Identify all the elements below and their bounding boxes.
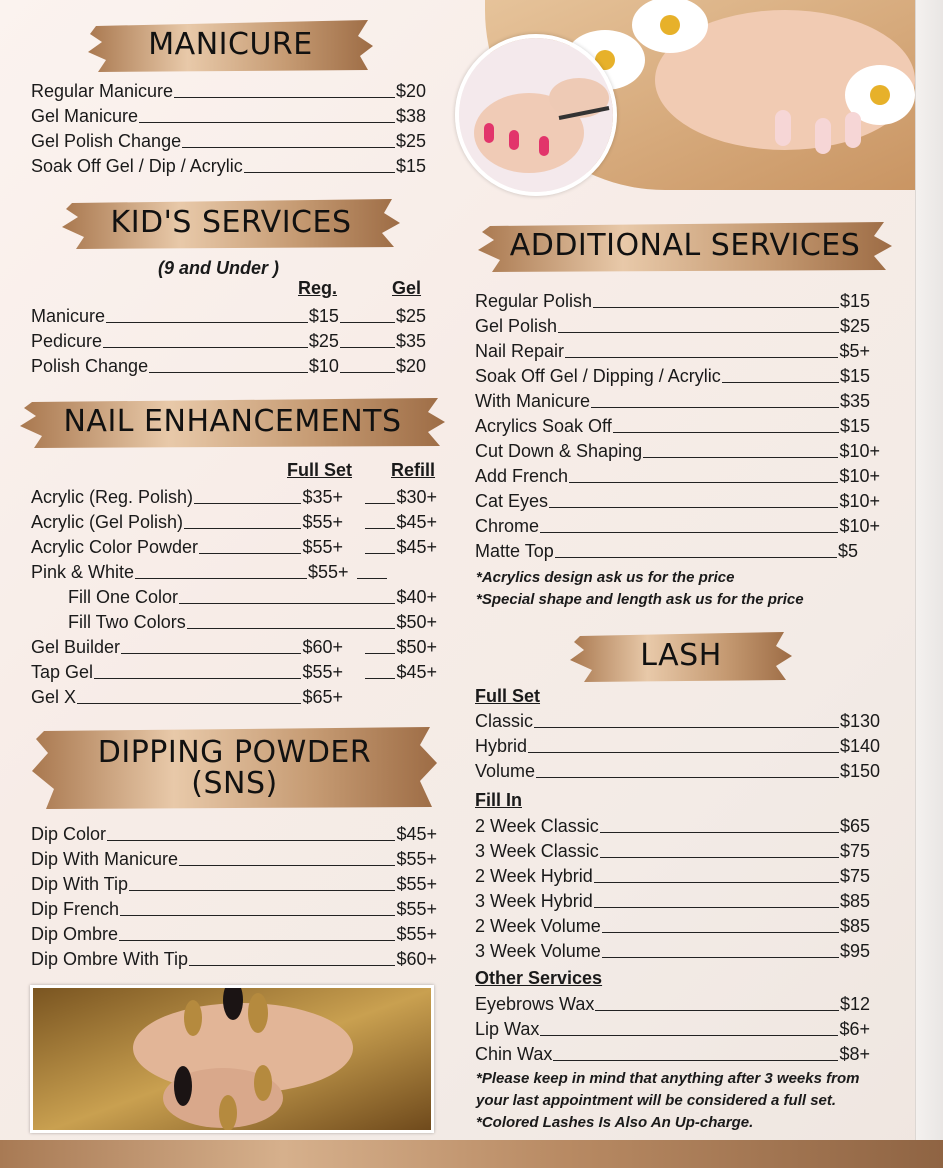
menu-row	[475, 390, 870, 412]
item-name: Hybrid	[475, 736, 528, 756]
item-name: Manicure	[31, 306, 106, 326]
item-price: $130	[839, 711, 880, 731]
item-price-gel: $25	[395, 306, 426, 326]
item-name: Regular Manicure	[31, 81, 174, 101]
menu-row	[31, 873, 437, 895]
enh-col-refill: Refill	[391, 460, 436, 480]
item-price: $20	[395, 81, 426, 101]
item-price: $6+	[839, 1019, 870, 1039]
item-name: Chin Wax	[475, 1044, 553, 1064]
item-name: Tap Gel	[31, 662, 94, 682]
item-price: $75	[839, 841, 870, 861]
item-price-refill: $30+	[396, 487, 437, 507]
item-price: $60+	[396, 949, 437, 969]
item-name: Add French	[475, 466, 569, 486]
item-price: $55+	[396, 899, 437, 919]
item-price: $35	[839, 391, 870, 411]
menu-row	[31, 536, 437, 558]
item-name: Acrylic Color Powder	[31, 537, 199, 557]
menu-row	[31, 923, 437, 945]
item-name: 3 Week Hybrid	[475, 891, 593, 911]
menu-row	[31, 661, 437, 683]
item-name: Regular Polish	[475, 291, 593, 311]
item-name: Gel X	[31, 687, 77, 707]
menu-row	[475, 290, 870, 312]
item-price: $95	[839, 941, 870, 961]
menu-row	[31, 848, 437, 870]
item-price-reg: $25	[308, 331, 339, 351]
item-name: Dip Color	[31, 824, 107, 844]
item-price-full: $65+	[302, 687, 343, 707]
dipping-banner	[32, 723, 437, 813]
item-price: $25	[839, 316, 870, 336]
item-price: $25	[395, 131, 426, 151]
item-name: Polish Change	[31, 356, 149, 376]
menu-row	[475, 490, 880, 512]
item-price-reg: $10	[308, 356, 339, 376]
dipping-title-line2: (SNS)	[191, 766, 278, 801]
item-price-full: $55+	[308, 562, 349, 582]
dipping-title-line1: DIPPING POWDER	[97, 734, 372, 770]
item-price-full: $55+	[302, 537, 343, 557]
menu-row	[31, 305, 426, 327]
enhancements-title: NAIL ENHANCEMENTS	[63, 404, 402, 440]
item-price: $15	[839, 416, 870, 436]
item-price: $140	[839, 736, 880, 756]
enh-col-fullset: Full Set	[287, 460, 353, 480]
item-name: Volume	[475, 761, 536, 781]
item-price-refill: $45+	[396, 662, 437, 682]
menu-row	[31, 898, 437, 920]
item-name: Cat Eyes	[475, 491, 549, 511]
lash-title: LASH	[640, 638, 722, 674]
menu-row	[475, 890, 870, 912]
menu-row	[475, 415, 870, 437]
item-price-reg: $15	[308, 306, 339, 326]
item-price: $15	[395, 156, 426, 176]
item-name: Pink & White	[31, 562, 135, 582]
item-name: Dip With Manicure	[31, 849, 179, 869]
item-name: Gel Manicure	[31, 106, 139, 126]
item-price: $10+	[839, 491, 880, 511]
menu-row	[475, 515, 880, 537]
item-price: $10+	[839, 516, 880, 536]
menu-row	[31, 330, 426, 352]
lash-other-label: Other Services	[475, 968, 603, 988]
polish-application-photo	[455, 34, 617, 196]
kids-col-gel: Gel	[392, 278, 422, 298]
item-price: $8+	[839, 1044, 870, 1064]
menu-row	[31, 561, 388, 583]
enhancements-banner	[20, 394, 445, 450]
item-price-full: $35+	[302, 487, 343, 507]
item-price-refill: $45+	[396, 512, 437, 532]
menu-row	[31, 130, 426, 152]
manicure-title: MANICURE	[148, 27, 313, 63]
additional-note-1: *Acrylics design ask us for the price	[476, 569, 735, 586]
item-price-full: $60+	[302, 637, 343, 657]
item-name: Pedicure	[31, 331, 103, 351]
menu-row	[475, 540, 858, 562]
menu-row	[31, 155, 426, 177]
menu-row	[475, 915, 870, 937]
item-price: $55+	[396, 849, 437, 869]
item-name: With Manicure	[475, 391, 591, 411]
menu-row	[475, 1018, 870, 1040]
item-price: $85	[839, 916, 870, 936]
item-name: Nail Repair	[475, 341, 565, 361]
item-price-refill: $50+	[396, 637, 437, 657]
menu-row	[475, 1043, 870, 1065]
menu-row	[475, 840, 870, 862]
item-price: $15	[839, 366, 870, 386]
lash-note-1: *Please keep in mind that anything after 3 weeks from	[476, 1070, 860, 1087]
item-price: $5+	[839, 341, 870, 361]
item-price-full: $55+	[302, 662, 343, 682]
item-name: Dip Ombre	[31, 924, 119, 944]
item-name: 2 Week Hybrid	[475, 866, 593, 886]
item-name: Gel Polish	[475, 316, 558, 336]
menu-row	[31, 80, 426, 102]
item-name: Acrylic (Gel Polish)	[31, 512, 184, 532]
menu-row	[475, 760, 880, 782]
lash-fillin-label: Fill In	[475, 790, 522, 810]
item-price-full: $55+	[302, 512, 343, 532]
item-price: $150	[839, 761, 880, 781]
item-name: Acrylic (Reg. Polish)	[31, 487, 194, 507]
menu-row	[31, 823, 437, 845]
menu-row	[475, 735, 880, 757]
menu-row	[31, 486, 437, 508]
item-price: $65	[839, 816, 870, 836]
item-name: Lip Wax	[475, 1019, 540, 1039]
item-name: Dip With Tip	[31, 874, 129, 894]
item-name: 3 Week Classic	[475, 841, 599, 861]
lash-note-2: your last appointment will be considered a full set.	[476, 1092, 837, 1109]
menu-row	[31, 511, 437, 533]
bottom-decor-bar	[0, 1140, 943, 1168]
item-name: Acrylics Soak Off	[475, 416, 612, 436]
menu-row	[475, 465, 880, 487]
item-price: $12	[839, 994, 870, 1014]
item-name: Fill Two Colors	[68, 612, 186, 632]
additional-title: ADDITIONAL SERVICES	[509, 228, 861, 264]
gold-nails-photo	[30, 985, 434, 1133]
menu-row	[31, 636, 437, 658]
kids-subtitle: (9 and Under )	[158, 258, 280, 278]
item-price-gel: $35	[395, 331, 426, 351]
scrollbar-track[interactable]	[915, 0, 943, 1140]
menu-row	[475, 710, 880, 732]
lash-banner	[570, 628, 792, 684]
item-price-gel: $20	[395, 356, 426, 376]
menu-row	[475, 993, 870, 1015]
item-name: 2 Week Volume	[475, 916, 601, 936]
menu-row	[475, 440, 880, 462]
item-name: Dip French	[31, 899, 120, 919]
additional-banner	[478, 218, 892, 274]
menu-row	[31, 686, 343, 708]
menu-row	[475, 865, 870, 887]
item-price: $85	[839, 891, 870, 911]
item-name: Matte Top	[475, 541, 554, 561]
item-price-refill: $45+	[396, 537, 437, 557]
item-name: Classic	[475, 711, 534, 731]
item-name: Soak Off Gel / Dipping / Acrylic	[475, 366, 721, 386]
item-price: $75	[839, 866, 870, 886]
additional-note-2: *Special shape and length ask us for the price	[476, 591, 804, 608]
item-price-refill: $50+	[396, 612, 437, 632]
item-price: $10+	[839, 466, 880, 486]
item-price: $45+	[396, 824, 437, 844]
item-price: $55+	[396, 874, 437, 894]
item-price: $55+	[396, 924, 437, 944]
item-name: 3 Week Volume	[475, 941, 601, 961]
item-name: Chrome	[475, 516, 540, 536]
item-price-refill: $40+	[396, 587, 437, 607]
item-name: Fill One Color	[68, 587, 179, 607]
menu-row	[475, 940, 870, 962]
menu-row	[475, 340, 870, 362]
item-price: $38	[395, 106, 426, 126]
item-price: $5	[837, 541, 858, 561]
manicure-banner	[88, 16, 373, 74]
menu-row	[31, 105, 426, 127]
menu-row	[475, 815, 870, 837]
kids-banner	[62, 195, 400, 251]
item-name: Dip Ombre With Tip	[31, 949, 189, 969]
menu-row	[31, 948, 437, 970]
menu-row	[475, 315, 870, 337]
kids-title: KID'S SERVICES	[110, 205, 352, 241]
item-name: Cut Down & Shaping	[475, 441, 643, 461]
menu-row	[31, 355, 426, 377]
item-name: Gel Polish Change	[31, 131, 182, 151]
lash-note-3: *Colored Lashes Is Also An Up-charge.	[476, 1114, 754, 1131]
item-name: Soak Off Gel / Dip / Acrylic	[31, 156, 243, 176]
menu-row	[68, 586, 437, 608]
menu-row	[68, 611, 437, 633]
lash-fullset-label: Full Set	[475, 686, 541, 706]
kids-col-reg: Reg.	[298, 278, 338, 298]
item-name: Gel Builder	[31, 637, 121, 657]
item-name: Eyebrows Wax	[475, 994, 595, 1014]
item-price: $15	[839, 291, 870, 311]
menu-row	[475, 365, 870, 387]
item-price: $10+	[839, 441, 880, 461]
item-name: 2 Week Classic	[475, 816, 599, 836]
